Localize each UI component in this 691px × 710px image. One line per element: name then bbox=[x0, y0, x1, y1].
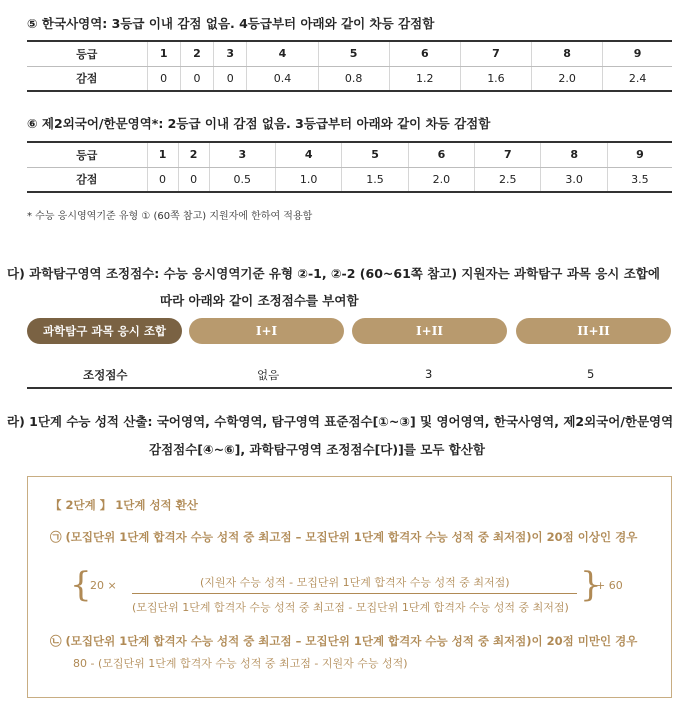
grade-cell: 4 bbox=[247, 41, 318, 66]
history-deduction-table bbox=[27, 40, 672, 92]
deduction-cell: 0 bbox=[147, 66, 180, 91]
table-row bbox=[27, 41, 672, 66]
section5-title: ⑤ 한국사영역: 3등급 이내 감점 없음. 4등급부터 아래와 같이 차등 감점함 bbox=[27, 16, 435, 31]
paragraph-ra-line2: 감점점수[④~⑥], 과학탐구영역 조정점수[다)]를 모두 합산함 bbox=[149, 442, 485, 457]
grade-cell: 5 bbox=[318, 41, 389, 66]
deduction-cell: 0 bbox=[214, 66, 247, 91]
deduction-cell: 2.0 bbox=[532, 66, 603, 91]
combo-option-pill: I+II bbox=[352, 318, 507, 344]
stage2-box bbox=[27, 476, 672, 698]
table-row bbox=[27, 167, 672, 192]
formula2: 80 - (모집단위 1단계 합격자 수능 성적 중 최고점 - 지원자 수능 성적) bbox=[73, 657, 408, 670]
deduction-cell: 0 bbox=[180, 66, 213, 91]
score-value: 5 bbox=[587, 367, 595, 381]
paragraph-ra-line1: 라) 1단계 수능 성적 산출: 국어영역, 수학영역, 탐구영역 표준점수[①~③] 및 영어영역, 한국사영역, 제2외국어/한문영역 bbox=[7, 414, 674, 429]
grade-cell: 1 bbox=[147, 142, 178, 167]
deduction-cell: 1.6 bbox=[460, 66, 531, 91]
grade-cell: 5 bbox=[342, 142, 408, 167]
score-value: 3 bbox=[425, 367, 433, 381]
formula1-numerator: (지원자 수능 성적 - 모집단위 1단계 합격자 수능 성적 중 최저점) bbox=[200, 576, 510, 589]
combo-header-pill: 과학탐구 과목 응시 조합 bbox=[27, 318, 182, 344]
deduction-cell: 3.5 bbox=[607, 167, 672, 192]
row-label: 조정점수 bbox=[83, 368, 128, 382]
combo-option-pill: I+I bbox=[189, 318, 344, 344]
row-label-cell: 감점 bbox=[27, 66, 147, 91]
row-label-cell: 감점 bbox=[27, 167, 147, 192]
case1-label: ㉠ (모집단위 1단계 합격자 수능 성적 중 최고점 – 모집단위 1단계 합격자 수능 성적 중 최저점)이 20점 이상인 경우 bbox=[50, 530, 638, 544]
paragraph-da-line2: 따라 아래와 같이 조정점수를 부여함 bbox=[160, 293, 359, 308]
combo-option-pill: II+II bbox=[516, 318, 671, 344]
formula1-prefix: 20 × bbox=[90, 579, 117, 592]
deduction-cell: 0.4 bbox=[247, 66, 318, 91]
deduction-cell: 1.2 bbox=[389, 66, 460, 91]
grade-cell: 4 bbox=[275, 142, 341, 167]
score-value: 없음 bbox=[257, 368, 280, 382]
deduction-cell: 2.0 bbox=[408, 167, 474, 192]
deduction-cell: 2.5 bbox=[475, 167, 541, 192]
grade-cell: 3 bbox=[214, 41, 247, 66]
deduction-cell: 3.0 bbox=[541, 167, 607, 192]
box-title: 【 2단계 】 1단계 성적 환산 bbox=[50, 498, 198, 512]
adjustment-score-row bbox=[27, 361, 672, 389]
table-row bbox=[27, 66, 672, 91]
case2-label: ㉡ (모집단위 1단계 합격자 수능 성적 중 최고점 – 모집단위 1단계 합격자 수능 성적 중 최저점)이 20점 미만인 경우 bbox=[50, 634, 638, 648]
grade-cell: 7 bbox=[475, 142, 541, 167]
paragraph-da-line1: 다) 과학탐구영역 조정점수: 수능 응시영역기준 유형 ②-1, ②-2 (60~61쪽 참고) 지원자는 과학탐구 과목 응시 조합에 bbox=[7, 266, 660, 281]
deduction-cell: 0 bbox=[178, 167, 209, 192]
grade-cell: 9 bbox=[603, 41, 672, 66]
formula1-denominator: (모집단위 1단계 합격자 수능 성적 중 최고점 - 모집단위 1단계 합격자 수능 성적 중 최저점) bbox=[132, 601, 569, 614]
header-cell: 등급 bbox=[27, 142, 147, 167]
brace-open: { bbox=[70, 565, 92, 605]
language-deduction-table bbox=[27, 141, 672, 193]
grade-cell: 6 bbox=[408, 142, 474, 167]
grade-cell: 1 bbox=[147, 41, 180, 66]
table-row bbox=[27, 142, 672, 167]
grade-cell: 8 bbox=[532, 41, 603, 66]
deduction-cell: 1.0 bbox=[275, 167, 341, 192]
deduction-cell: 1.5 bbox=[342, 167, 408, 192]
grade-cell: 6 bbox=[389, 41, 460, 66]
grade-cell: 7 bbox=[460, 41, 531, 66]
section6-title: ⑥ 제2외국어/한문영역*: 2등급 이내 감점 없음. 3등급부터 아래와 같이 차등 감점함 bbox=[27, 116, 491, 131]
deduction-cell: 2.4 bbox=[603, 66, 672, 91]
grade-cell: 9 bbox=[607, 142, 672, 167]
deduction-cell: 0.8 bbox=[318, 66, 389, 91]
grade-cell: 8 bbox=[541, 142, 607, 167]
brace-close: } bbox=[580, 565, 602, 605]
grade-cell: 2 bbox=[180, 41, 213, 66]
fraction-line bbox=[132, 593, 577, 594]
grade-cell: 3 bbox=[209, 142, 275, 167]
header-cell: 등급 bbox=[27, 41, 147, 66]
deduction-cell: 0 bbox=[147, 167, 178, 192]
deduction-cell: 0.5 bbox=[209, 167, 275, 192]
formula1-suffix: + 60 bbox=[596, 579, 623, 592]
grade-cell: 2 bbox=[178, 142, 209, 167]
footnote: * 수능 응시영역기준 유형 ① (60쪽 참고) 지원자에 한하여 적용함 bbox=[27, 211, 313, 222]
